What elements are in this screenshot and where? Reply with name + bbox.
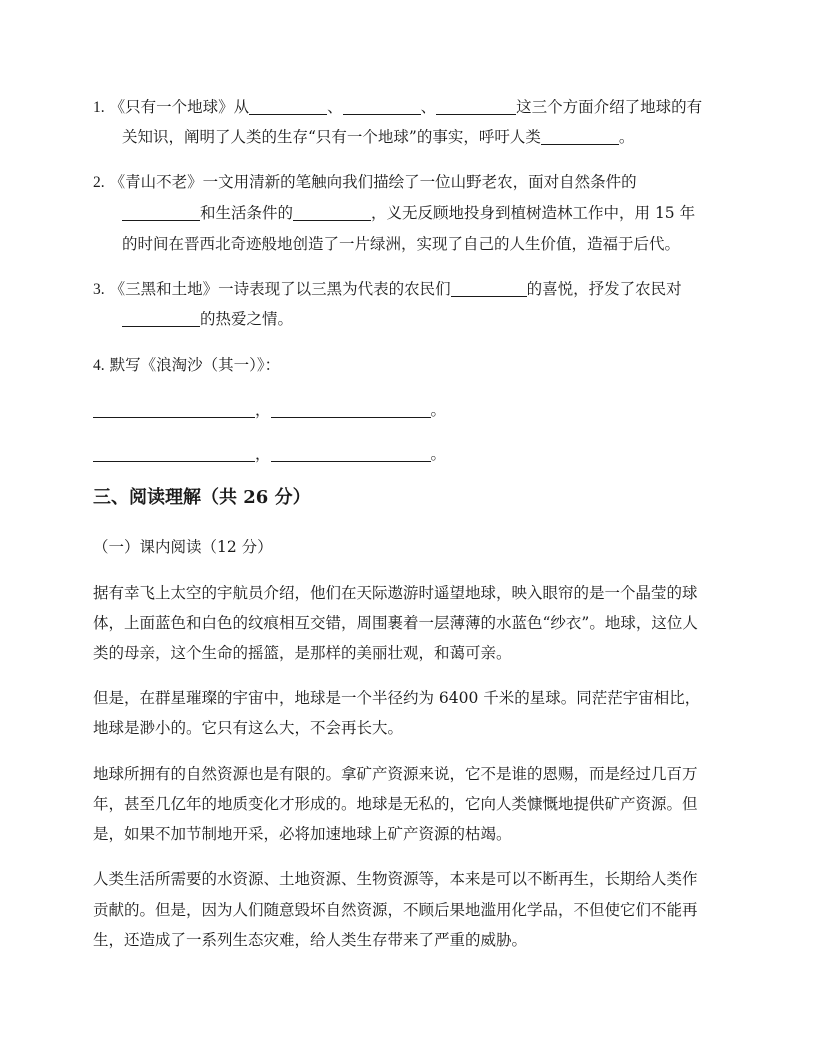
comma: ， [255, 445, 271, 463]
poem-line-2 [93, 444, 446, 464]
question-4-line-1 [93, 355, 280, 376]
period: 。 [618, 128, 635, 146]
answer-blank[interactable] [293, 204, 371, 221]
question-1-line-2 [122, 127, 634, 147]
question-3-text-a: 《三黑和土地》一诗表现了以三黑为代表的农民们 [109, 280, 451, 298]
passage-line: 年，甚至几亿年的地质变化才形成的。地球是无私的，它向人类慷慨地提供矿产资源。但 [93, 795, 698, 813]
answer-blank[interactable] [93, 401, 255, 418]
section-heading: 三、阅读理解（共 26 分） [93, 487, 311, 508]
question-1-number: 1. [93, 99, 105, 116]
question-2-text-a: 《青山不老》一文用清新的笔触向我们描绘了一位山野老农，面对自然条件的 [109, 173, 637, 191]
question-3-line-2 [122, 309, 293, 329]
question-4-number: 4. [93, 357, 105, 374]
separator: 、 [327, 98, 343, 116]
passage-line: 贡献的。但是，因为人们随意毁坏自然资源，不顾后果地滥用化学品，不但使它们不能再 [93, 901, 698, 919]
answer-blank[interactable] [271, 445, 431, 462]
question-2-text-b: 和生活条件的 [200, 204, 294, 222]
period: 。 [430, 445, 447, 463]
question-3-text-c: 的热爱之情。 [200, 310, 294, 328]
answer-blank[interactable] [436, 98, 516, 115]
answer-blank[interactable] [122, 204, 200, 221]
question-2-line-2 [122, 203, 695, 223]
passage-line: 体，上面蓝色和白色的纹痕相互交错，周围裹着一层薄薄的水蓝色“纱衣”。地球，这位人 [93, 614, 698, 632]
question-1-text-b: 这三个方面介绍了地球的有 [516, 98, 703, 116]
answer-blank[interactable] [122, 310, 200, 327]
answer-blank[interactable] [541, 128, 619, 145]
answer-blank[interactable] [271, 401, 431, 418]
period: 。 [430, 401, 447, 419]
passage-line: 地球是渺小的。它只有这么大，不会再长大。 [93, 719, 404, 737]
passage-line: 但是，在群星璀璨的宇宙中，地球是一个半径约为 6400 千米的星球。同茫茫宇宙相比， [93, 689, 701, 707]
answer-blank[interactable] [451, 280, 527, 297]
passage-line: 是，如果不加节制地开采，必将加速地球上矿产资源的枯竭。 [93, 825, 512, 843]
answer-blank[interactable] [343, 98, 421, 115]
question-2-line-3 [122, 234, 680, 254]
question-2-text-d: 的时间在晋西北奇迹般地创造了一片绿洲，实现了自己的人生价值，造福于后代。 [122, 235, 681, 253]
question-1-text-a: 《只有一个地球》从 [109, 98, 250, 116]
passage-line: 人类生活所需要的水资源、土地资源、生物资源等，本来是可以不断再生，长期给人类作 [93, 870, 698, 888]
question-2-text-c: ，义无反顾地投身到植树造林工作中，用 15 年 [371, 204, 696, 222]
answer-blank[interactable] [93, 445, 255, 462]
question-4-text: 默写《浪淘沙（其一）》： [109, 356, 281, 374]
poem-line-1 [93, 400, 446, 420]
separator: 、 [420, 98, 437, 116]
passage-line: 地球所拥有的自然资源也是有限的。拿矿产资源来说，它不是谁的恩赐，而是经过几百万 [93, 765, 698, 783]
question-3-number: 3. [93, 281, 105, 298]
question-1-line-1 [93, 97, 702, 118]
question-3-line-1 [93, 279, 682, 300]
passage-line: 据有幸飞上太空的宇航员介绍，他们在天际遨游时遥望地球，映入眼帘的是一个晶莹的球 [93, 584, 698, 602]
section-subheading: （一）课内阅读（12 分） [93, 538, 273, 556]
question-3-text-b: 的喜悦，抒发了农民对 [526, 280, 682, 298]
comma: ， [255, 401, 271, 419]
passage-line: 生，还造成了一系列生态灾难，给人类生存带来了严重的威胁。 [93, 931, 528, 949]
question-2-line-1 [93, 172, 637, 193]
question-1-text-c: 关知识，阐明了人类的生存“只有一个地球”的事实，呼吁人类 [122, 128, 541, 146]
answer-blank[interactable] [249, 98, 327, 115]
question-2-number: 2. [93, 174, 105, 191]
passage-line: 类的母亲，这个生命的摇篮，是那样的美丽壮观，和蔼可亲。 [93, 644, 512, 662]
